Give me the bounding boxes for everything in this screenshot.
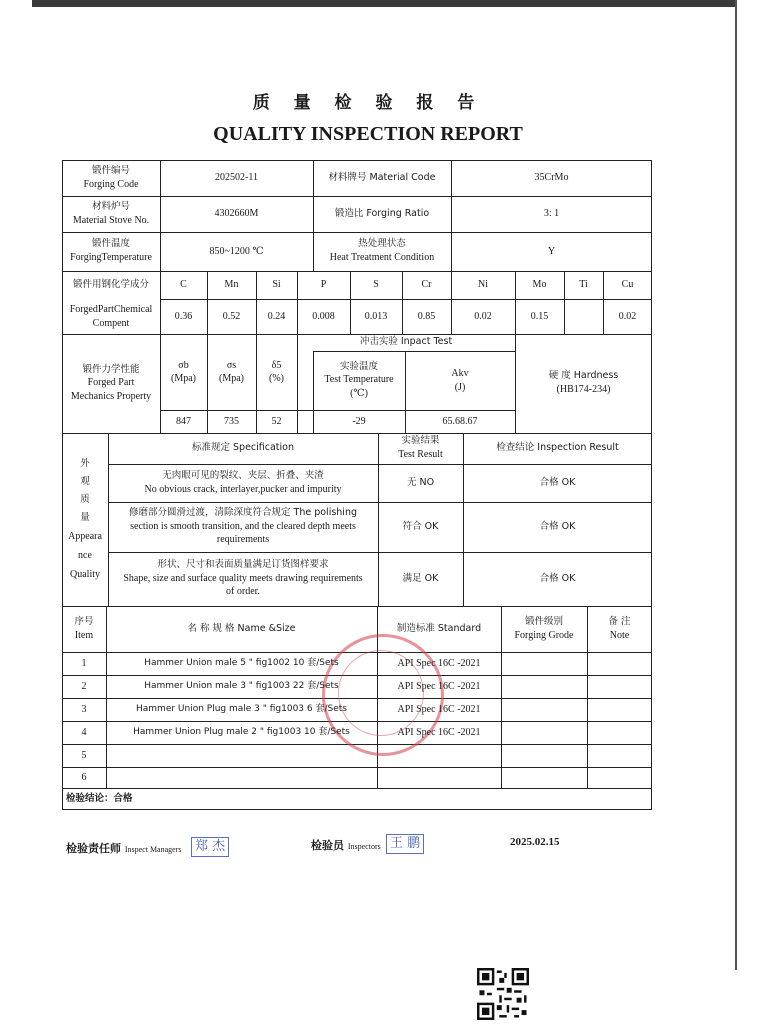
report-date: 2025.02.15 bbox=[510, 836, 560, 848]
spec-row-1: 无肉眼可见的裂纹、夹层、折叠、夹渣 No obvious crack, interlayer,pucker and impurity bbox=[144, 469, 342, 495]
report-title-cn: 质 量 检 验 报 告 bbox=[252, 93, 484, 113]
item-row-4-name: Hammer Union Plug male 2 " fig1003 10 套/Sets bbox=[133, 727, 350, 738]
item-row-6-no: 6 bbox=[81, 771, 87, 783]
d5-header: δ5 (%) bbox=[269, 359, 284, 384]
element-mo: Mo bbox=[532, 279, 547, 291]
spec-row-2: 修磨部分圆滑过渡，清除深度符合规定 The polishing section is smooth transition, and the cleared depth meets requirements bbox=[129, 507, 357, 546]
result-row-1: 无 NO bbox=[406, 476, 435, 488]
item-row-1-standard: API Spec 16C -2021 bbox=[397, 657, 481, 669]
value-si: 0.24 bbox=[267, 310, 286, 322]
ss-header: σs (Mpa) bbox=[219, 359, 244, 384]
chemical-label-cn: 锻件用钢化学成分 bbox=[72, 278, 149, 290]
test-temp-value: -29 bbox=[352, 415, 366, 427]
forging-temp-value: 850~1200 ℃ bbox=[209, 245, 264, 257]
element-ni: Ni bbox=[478, 279, 488, 291]
scan-top-edge bbox=[32, 0, 736, 7]
item-row-4-standard: API Spec 16C -2021 bbox=[397, 726, 481, 738]
value-p: 0.008 bbox=[312, 310, 335, 322]
value-cr: 0.85 bbox=[417, 310, 436, 322]
note-header: 备 注 Note bbox=[608, 615, 631, 641]
manager-name-stamp: 郑 杰 bbox=[191, 837, 229, 857]
element-cu: Cu bbox=[621, 279, 634, 291]
forging-ratio-value: 3: 1 bbox=[543, 208, 560, 220]
inspector-label: 检验员 Inspectors bbox=[311, 839, 381, 852]
conclusion-row-3: 合格 OK bbox=[539, 572, 576, 584]
forging-ratio-label: 锻造比 Forging Ratio bbox=[334, 207, 430, 219]
forging-temp-label: 锻件温度 ForgingTemperature bbox=[70, 238, 152, 264]
item-row-2-standard: API Spec 16C -2021 bbox=[397, 680, 481, 692]
inspection-result-header: 检查结论 Inspection Result bbox=[496, 442, 619, 454]
value-ti bbox=[564, 299, 603, 334]
material-code-value: 35CrMo bbox=[534, 172, 569, 184]
item-row-3-name: Hammer Union Plug male 3 " fig1003 6 套/Sets bbox=[136, 704, 347, 715]
test-temp-header: 实验温度 Test Temperature (℃) bbox=[324, 360, 394, 399]
forging-code-label: 锻件编号 Forging Code bbox=[83, 164, 139, 190]
item-row-3-standard: API Spec 16C -2021 bbox=[397, 703, 481, 715]
item-row-2-name: Hammer Union male 3 " fig1003 22 套/Sets bbox=[144, 681, 339, 692]
heat-treatment-label: 热处理状态 Heat Treatment Condition bbox=[329, 238, 435, 264]
spec-row-3: 形状、尺寸和表面质量满足订货图样要求 Shape, size and surface quality meets drawing requirements of order. bbox=[123, 559, 363, 598]
element-s: S bbox=[373, 279, 379, 291]
item-row-5-no: 5 bbox=[81, 749, 87, 761]
stove-no-label: 材料炉号 Material Stove No. bbox=[72, 200, 150, 226]
element-mn: Mn bbox=[224, 279, 239, 291]
sb-header: σb (Mpa) bbox=[171, 359, 196, 384]
sb-value: 847 bbox=[176, 415, 191, 427]
value-ni: 0.02 bbox=[474, 310, 492, 322]
standard-header: 制造标准 Standard bbox=[396, 622, 482, 634]
value-s: 0.013 bbox=[364, 310, 388, 322]
item-row-4-no: 4 bbox=[81, 726, 87, 738]
akv-value: 65.68.67 bbox=[442, 415, 478, 427]
manager-label: 检验责任师 Inspect Managers bbox=[66, 842, 182, 855]
name-size-header: 名 称 规 格 Name &Size bbox=[187, 622, 296, 634]
spec-header: 标准规定 Specification bbox=[191, 442, 294, 454]
value-mo: 0.15 bbox=[530, 310, 549, 322]
inspection-conclusion: 检验结论：合格 bbox=[66, 792, 133, 804]
akv-header: Akv (J) bbox=[451, 368, 469, 393]
value-c: 0.36 bbox=[174, 310, 193, 322]
inspector-name-stamp: 王 鹏 bbox=[386, 834, 424, 854]
report-title-en: QUALITY INSPECTION REPORT bbox=[213, 123, 523, 145]
heat-treatment-value: Y bbox=[547, 245, 556, 257]
item-row-1-no: 1 bbox=[81, 657, 87, 669]
element-p: P bbox=[320, 279, 327, 291]
d5-value: 52 bbox=[271, 415, 282, 427]
element-si: Si bbox=[272, 279, 281, 291]
conclusion-row-1: 合格 OK bbox=[539, 476, 576, 488]
chemical-label-en: ForgedPartChemical Compent bbox=[69, 304, 153, 329]
forging-code-value: 202502-11 bbox=[215, 172, 258, 184]
qr-code-icon bbox=[477, 968, 529, 1020]
test-result-header: 实验结果 Test Result bbox=[398, 435, 443, 461]
appearance-side-label: 外 观 质 量 Appeara nce Quality bbox=[68, 457, 102, 581]
element-c: C bbox=[180, 279, 187, 291]
value-cu: 0.02 bbox=[618, 310, 637, 322]
item-no-header: 序号 Item bbox=[74, 615, 94, 641]
element-cr: Cr bbox=[421, 279, 432, 291]
material-code-label: 材料牌号 Material Code bbox=[328, 171, 436, 183]
item-row-1-name: Hammer Union male 5 " fig1002 10 套/Sets bbox=[144, 658, 339, 669]
impact-test-header: 冲击实验 Inpact Test bbox=[359, 336, 453, 348]
element-ti: Ti bbox=[579, 279, 588, 291]
item-row-3-no: 3 bbox=[81, 703, 87, 715]
stove-no-value: 4302660M bbox=[214, 208, 259, 220]
item-row-2-no: 2 bbox=[81, 680, 87, 692]
result-row-3: 满足 OK bbox=[402, 572, 439, 584]
forging-grade-header: 锻件级别 Forging Grode bbox=[514, 615, 574, 641]
ss-value: 735 bbox=[224, 415, 239, 427]
value-mn: 0.52 bbox=[222, 310, 241, 322]
hardness-header: 硬 度 Hardness (HB174-234) bbox=[548, 370, 619, 396]
conclusion-row-2: 合格 OK bbox=[539, 520, 576, 532]
mechanics-label: 锻件力学性能 Forged Part Mechanics Property bbox=[70, 363, 152, 402]
result-row-2: 符合 OK bbox=[402, 520, 439, 532]
